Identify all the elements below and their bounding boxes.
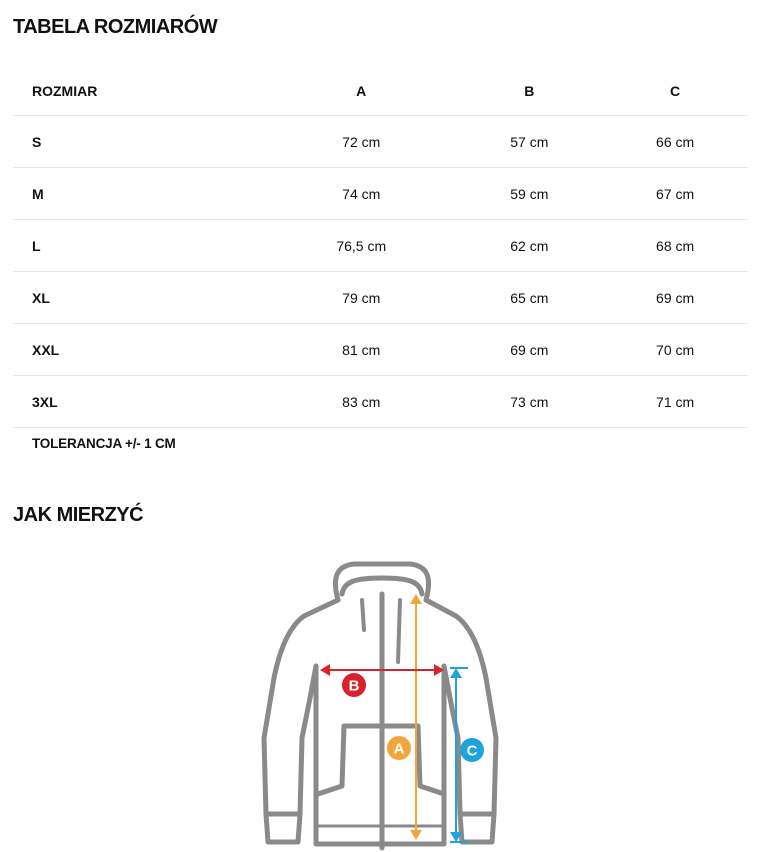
cell-size: XXL bbox=[13, 324, 266, 376]
measure-b-arrow-left bbox=[320, 664, 330, 676]
table-row bbox=[13, 376, 748, 428]
cell-b: 59 cm bbox=[456, 168, 602, 220]
cell-a: 79 cm bbox=[266, 272, 456, 324]
cell-a: 74 cm bbox=[266, 168, 456, 220]
cell-c: 69 cm bbox=[602, 272, 748, 324]
badge-b-label: B bbox=[348, 677, 360, 695]
measure-title: JAK MIERZYĆ bbox=[13, 504, 144, 526]
cell-a: 81 cm bbox=[266, 324, 456, 376]
badge-a-label: A bbox=[393, 740, 405, 758]
hoodie-measurement-diagram bbox=[258, 558, 508, 852]
cell-c: 67 cm bbox=[602, 168, 748, 220]
cell-size: 3XL bbox=[13, 376, 266, 428]
tolerance-note: TOLERANCJA +/- 1 CM bbox=[32, 436, 176, 451]
cell-b: 73 cm bbox=[456, 376, 602, 428]
measure-a bbox=[387, 594, 422, 840]
cell-b: 57 cm bbox=[456, 116, 602, 168]
table-header-row bbox=[13, 67, 748, 116]
cell-c: 66 cm bbox=[602, 116, 748, 168]
header-c: C bbox=[670, 83, 681, 99]
cell-size: L bbox=[13, 220, 266, 272]
table-row bbox=[13, 220, 748, 272]
cell-size: M bbox=[13, 168, 266, 220]
cell-a: 72 cm bbox=[266, 116, 456, 168]
header-a: A bbox=[356, 83, 367, 99]
header-b: B bbox=[524, 83, 535, 99]
cell-size: S bbox=[13, 116, 266, 168]
measure-a-arrow-bottom bbox=[410, 830, 422, 840]
right-cuff bbox=[460, 814, 494, 842]
size-table bbox=[13, 67, 748, 428]
left-cuff bbox=[266, 814, 300, 842]
cell-a: 83 cm bbox=[266, 376, 456, 428]
cell-b: 62 cm bbox=[456, 220, 602, 272]
table-bottom-divider bbox=[13, 428, 748, 429]
size-table-title: TABELA ROZMIARÓW bbox=[13, 16, 218, 38]
cell-c: 70 cm bbox=[602, 324, 748, 376]
cell-b: 65 cm bbox=[456, 272, 602, 324]
cell-c: 71 cm bbox=[602, 376, 748, 428]
header-size: ROZMIAR bbox=[32, 83, 98, 99]
cell-a: 76,5 cm bbox=[266, 220, 456, 272]
measure-c-arrow-top bbox=[450, 668, 462, 678]
table-row bbox=[13, 324, 748, 376]
table-row bbox=[13, 272, 748, 324]
badge-c-label: C bbox=[466, 742, 478, 760]
cell-b: 69 cm bbox=[456, 324, 602, 376]
cell-size: XL bbox=[13, 272, 266, 324]
cell-c: 68 cm bbox=[602, 220, 748, 272]
table-row bbox=[13, 168, 748, 220]
hoodie-outline bbox=[264, 564, 496, 848]
table-row bbox=[13, 116, 748, 168]
